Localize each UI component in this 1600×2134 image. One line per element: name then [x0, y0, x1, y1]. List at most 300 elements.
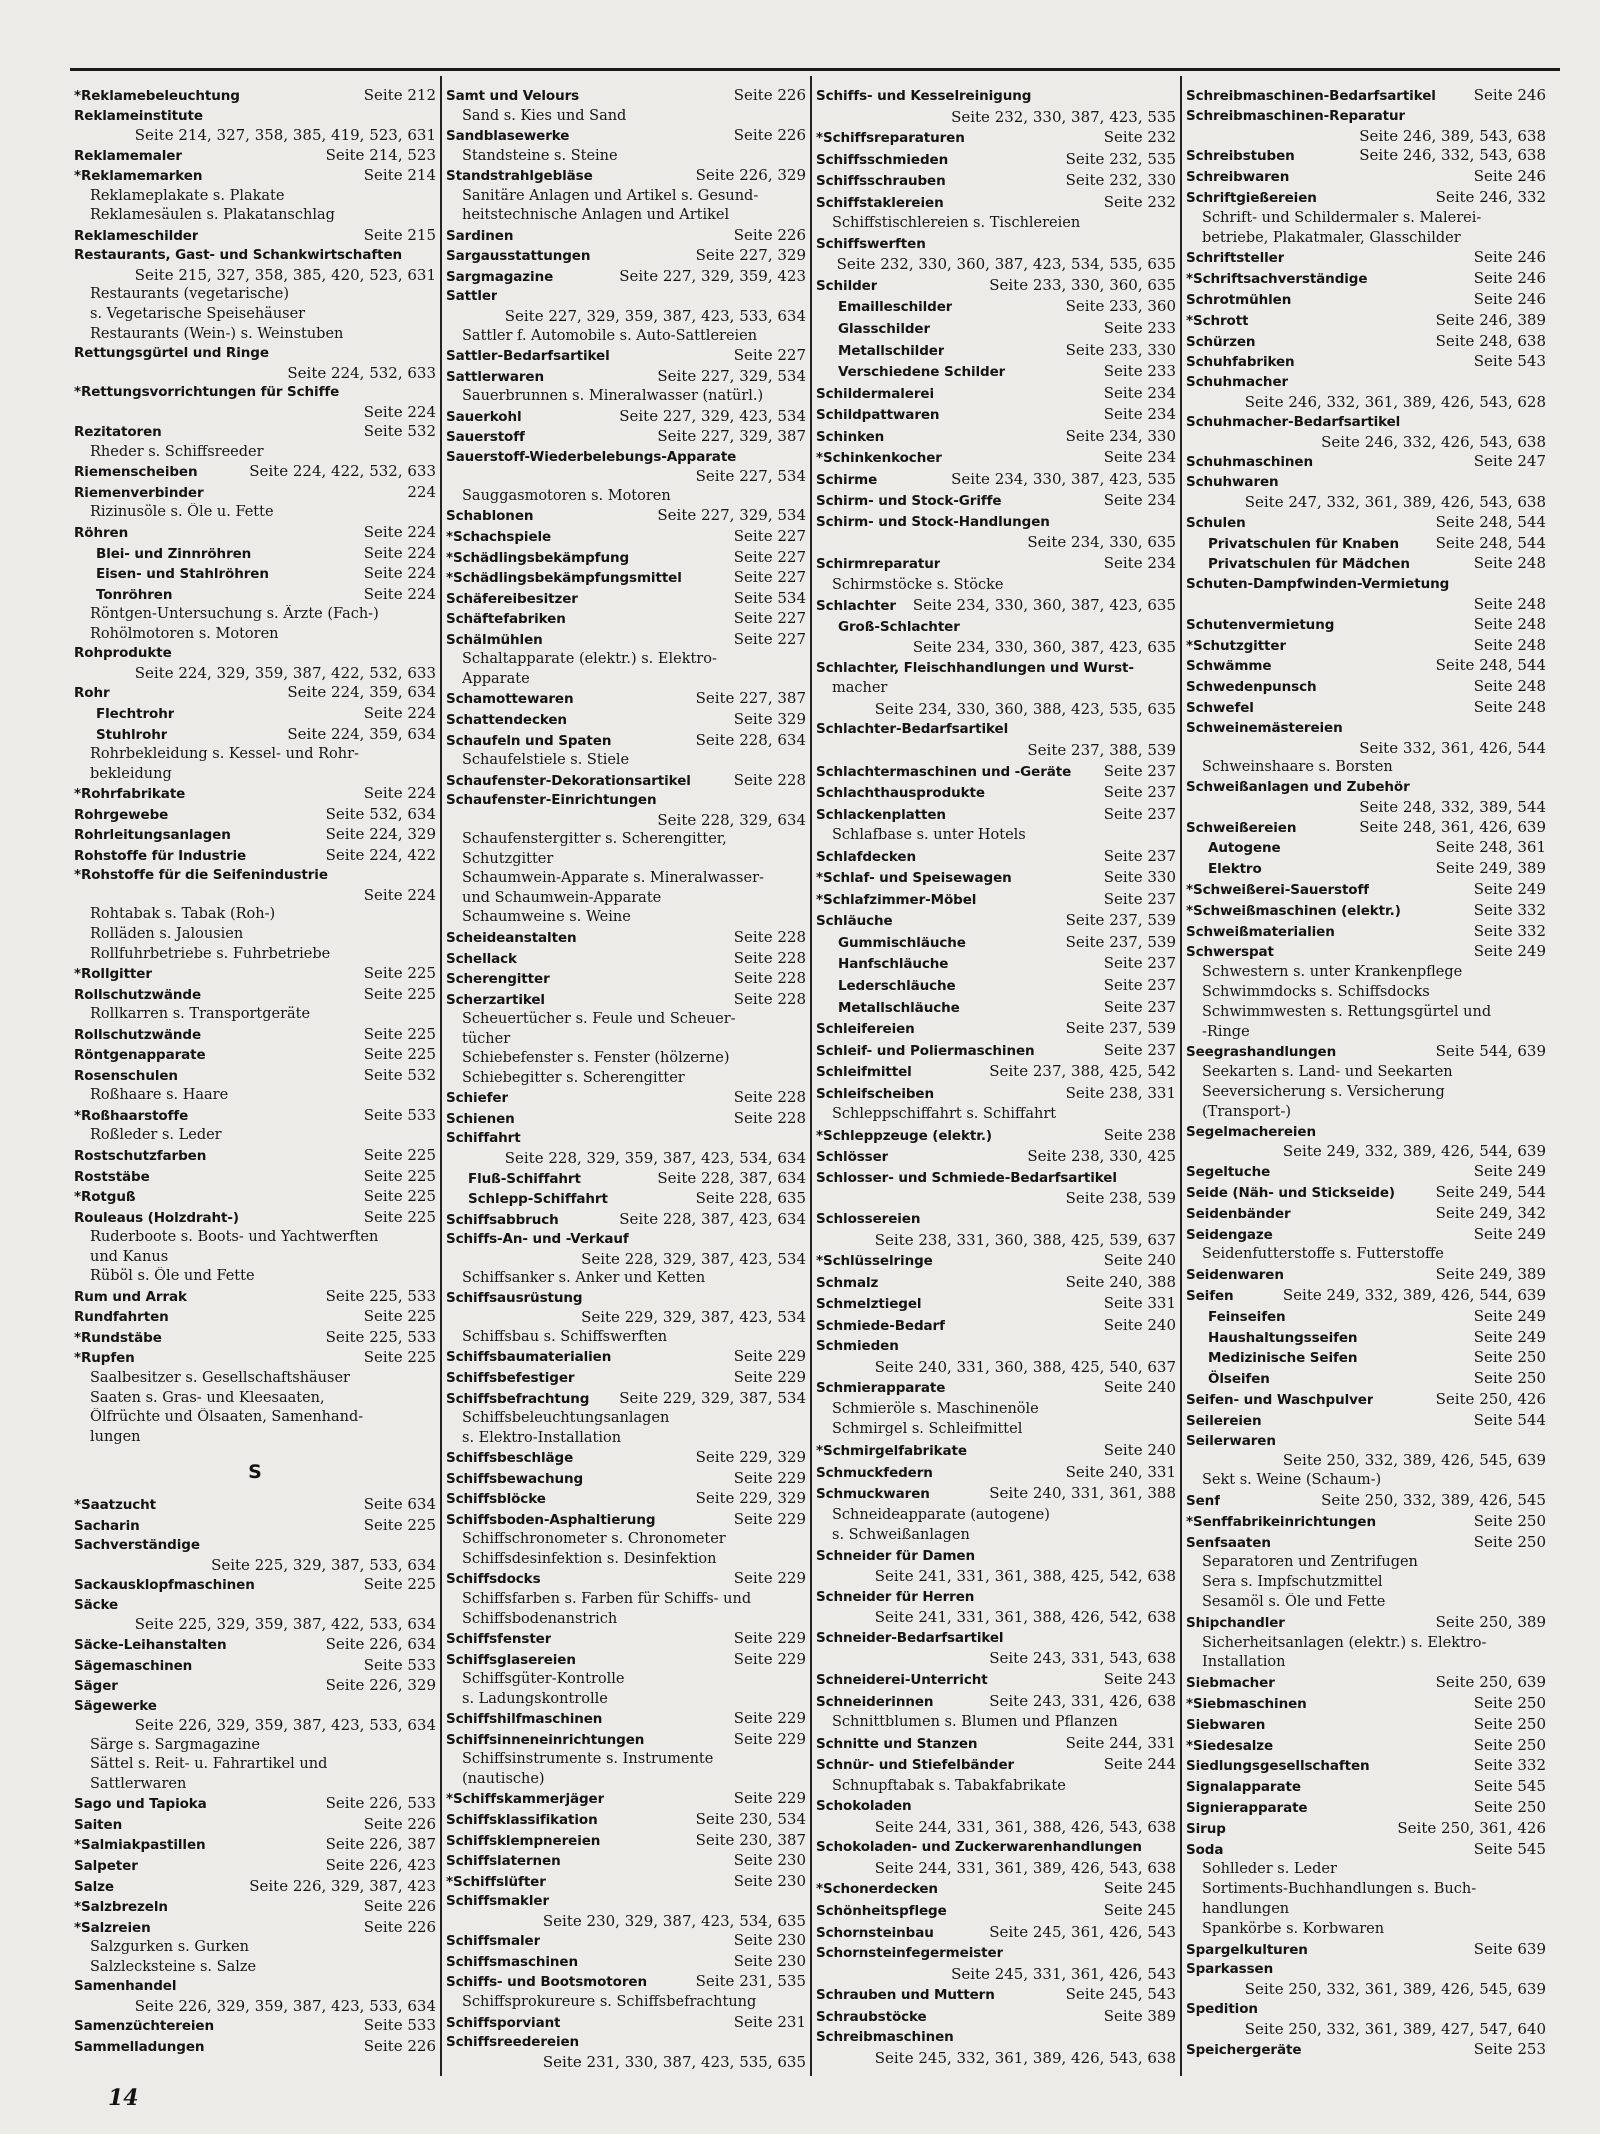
cross-reference: Sesamöl s. Öle und Fette [1202, 1593, 1386, 1610]
entry-pages: Seite 214 [363, 166, 436, 185]
entry-pages: Seite 228 [733, 1088, 806, 1107]
entry-pages: Seite 249, 332, 389, 426, 544, 639 [1282, 1286, 1546, 1305]
entry-title: *Schriftsachverständige [1186, 271, 1368, 288]
entry-title: Schönheitspflege [816, 1903, 947, 1920]
index-entry [446, 407, 806, 428]
entry-title: Sammelladungen [74, 2038, 205, 2055]
entry-pages: Seite 240, 331, 361, 388 [989, 1484, 1176, 1503]
entry-title: Schiffsblöcke [446, 1491, 546, 1508]
entry-title: Segeltuche [1186, 1164, 1271, 1181]
entry-title: Siebmacher [1186, 1675, 1275, 1692]
entry-pages-line: Seite 224 [363, 402, 436, 421]
entry-pages: Seite 244, 331 [1065, 1733, 1176, 1752]
entry-title: Sattler-Bedarfsartikel [446, 348, 610, 365]
entry-pages-line: Seite 248 [1473, 594, 1546, 613]
entry-pages: Seite 228 [733, 948, 806, 967]
entry-title: Sirup [1186, 1820, 1226, 1837]
index-column-3 [810, 76, 1180, 2076]
cross-reference: Rohtabak s. Tabak (Roh-) [90, 906, 276, 923]
index-entry [74, 1856, 436, 1877]
entry-pages: Seite 240 [1103, 1441, 1176, 1459]
index-entry [816, 1377, 1176, 1440]
entry-pages: Seite 227, 329, 423, 534 [619, 406, 806, 425]
entry-pages: Seite 224, 359, 634 [287, 724, 436, 743]
entry-title: Schirm- und Stock-Handlungen [816, 513, 1050, 530]
entry-pages: Seite 230 [733, 1871, 806, 1890]
entry-title: Schälmühlen [446, 631, 543, 648]
index-entry [446, 448, 806, 507]
entry-title: *Roßhaarstoffe [74, 1107, 189, 1124]
entry-pages: Seite 230, 387 [695, 1830, 806, 1849]
entry-title: *Schiffslüfter [446, 1873, 546, 1890]
entry-pages: Seite 240 [1103, 1315, 1176, 1334]
index-entry [446, 1510, 806, 1570]
entry-title: Schiffsinneneinrichtungen [446, 1731, 645, 1748]
index-entry [74, 1287, 436, 1308]
entry-title: Haushaltungsseifen [1208, 1329, 1358, 1346]
index-entry [446, 568, 806, 589]
entry-pages: Seite 212 [363, 86, 436, 104]
entry-title: *Salzbrezeln [74, 1899, 168, 1916]
entry-title: Schmuckwaren [816, 1486, 930, 1503]
section-letter: S [248, 1461, 262, 1484]
entry-pages: Seite 229 [733, 1709, 806, 1728]
entry-pages-line: Seite 215, 327, 358, 385, 420, 523, 631 [134, 265, 436, 284]
entry-pages: Seite 228 [733, 927, 806, 946]
entry-title: Schuhmacher-Bedarfsartikel [1186, 413, 1401, 430]
entry-pages: Seite 229 [733, 1649, 806, 1668]
entry-title: Schiffsschrauben [816, 173, 946, 190]
entry-pages: Seite 246 [1473, 86, 1546, 104]
entry-title: Schmieden [816, 1338, 899, 1355]
entry-title: Säger [74, 1678, 118, 1695]
entry-title: *Rettungsvorrichtungen für Schiffe [74, 384, 340, 401]
entry-title: Eisen- und Stahlröhren [96, 566, 269, 583]
index-entry [446, 1831, 806, 1852]
entry-pages: Seite 634 [363, 1495, 436, 1514]
index-entry [816, 1878, 1176, 1900]
entry-pages: Seite 234 [1103, 383, 1176, 402]
cross-reference: Rheder s. Schiffsreeder [90, 443, 264, 460]
entry-pages: Seite 250 [1473, 1511, 1546, 1530]
entry-pages: Seite 249 [1473, 1224, 1546, 1243]
entry-pages: Seite 237 [1103, 954, 1176, 973]
index-entry [446, 1629, 806, 1650]
entry-pages: Seite 234 [1103, 554, 1176, 573]
entry-pages: Seite 248 [1473, 635, 1546, 654]
cross-reference: lungen [90, 1428, 141, 1445]
cross-reference: s. Ladungskontrolle [462, 1690, 608, 1707]
entry-pages: Seite 246 [1473, 167, 1546, 186]
entry-pages: Seite 224, 422 [325, 845, 436, 864]
index-entry [74, 462, 436, 483]
cross-reference: Schiffsbau s. Schiffswerften [462, 1328, 668, 1345]
entry-title: Rosenschulen [74, 1067, 178, 1084]
entry-title: Rundfahrten [74, 1309, 169, 1326]
entry-title: Schriftsteller [1186, 250, 1285, 267]
index-entry [1186, 1491, 1546, 1512]
entry-pages: Seite 228, 634 [695, 730, 806, 749]
entry-pages: Seite 229, 329, 387, 534 [619, 1388, 806, 1407]
index-entry [74, 544, 436, 565]
entry-pages-line: Seite 249, 332, 389, 426, 544, 639 [1282, 1142, 1546, 1161]
entry-pages: Seite 250 [1473, 1797, 1546, 1816]
entry-title: Schlepp-Schiffahrt [468, 1191, 608, 1208]
entry-pages: Seite 246, 332, 543, 638 [1359, 146, 1546, 165]
index-entry [1186, 1307, 1546, 1328]
index-entry [446, 1088, 806, 1109]
entry-title: Standstrahlgebläse [446, 168, 593, 185]
cross-reference: handlungen [1202, 1900, 1290, 1917]
entry-title: Seilerwaren [1186, 1432, 1276, 1449]
index-entry [1186, 1777, 1546, 1798]
entry-pages: Seite 229 [733, 1569, 806, 1588]
entry-title: Röntgenapparate [74, 1047, 206, 1064]
entry-pages-line: Seite 227, 534 [695, 467, 806, 486]
index-column-4 [1180, 76, 1550, 2076]
entry-title: Schreibstuben [1186, 148, 1295, 165]
entry-pages: Seite 249, 389 [1435, 859, 1546, 878]
cross-reference: (nautische) [462, 1770, 545, 1787]
entry-title: *Schrott [1186, 312, 1249, 329]
entry-title: Schlachtermaschinen und -Geräte [816, 763, 1072, 780]
entry-title: Rohr [74, 685, 110, 702]
index-entry [816, 1691, 1176, 1733]
entry-title: Schnür- und Stiefelbänder [816, 1757, 1015, 1774]
index-entry [446, 166, 806, 226]
index-entry [1186, 698, 1546, 719]
entry-title: Ölseifen [1208, 1371, 1270, 1388]
index-entry [1186, 1756, 1546, 1777]
entry-title: *Saatzucht [74, 1497, 156, 1514]
entry-title: Schweißmaterialien [1186, 923, 1335, 940]
index-entry [816, 1040, 1176, 1062]
entry-title: Sauerstoff-Wiederbelebungs-Apparate [446, 448, 737, 465]
entry-pages-line: Seite 224, 329, 359, 387, 422, 532, 633 [134, 663, 436, 682]
entry-pages-line: Seite 238, 331, 360, 388, 425, 539, 637 [874, 1230, 1176, 1249]
entry-pages-line: Seite 227, 329, 359, 387, 423, 533, 634 [504, 307, 806, 326]
entry-title: Feinseifen [1208, 1308, 1286, 1325]
entry-title: Schlafdecken [816, 848, 916, 865]
top-rule [70, 68, 1560, 71]
entry-title: *Schlafzimmer-Möbel [816, 891, 977, 908]
index-entry [1186, 818, 1546, 839]
cross-reference: Schaufelstiele s. Stiele [462, 752, 630, 769]
entry-pages: Seite 332 [1473, 1756, 1546, 1775]
entry-pages: Seite 225 [363, 1045, 436, 1064]
entry-pages: Seite 232, 330 [1065, 171, 1176, 190]
entry-pages: Seite 532 [363, 1065, 436, 1084]
entry-title: Roststäbe [74, 1168, 150, 1185]
cross-reference: Schaumweine s. Weine [462, 909, 631, 926]
index-entry [1186, 575, 1546, 615]
index-entry [1186, 1183, 1546, 1204]
entry-pages: Seite 240 [1103, 1251, 1176, 1270]
entry-pages: Seite 227, 329, 359, 423 [619, 266, 806, 285]
entry-title: Schiffshilfmaschinen [446, 1711, 603, 1728]
index-entry [1186, 86, 1546, 107]
entry-pages-line: Seite 246, 332, 361, 389, 426, 543, 628 [1244, 392, 1546, 411]
entry-pages: Seite 237, 388, 425, 542 [989, 1062, 1176, 1081]
entry-pages-line: Seite 234, 330, 635 [1027, 533, 1176, 552]
entry-title: Medizinische Seifen [1208, 1350, 1358, 1367]
index-entry [446, 689, 806, 710]
entry-pages: Seite 226, 329, 387, 423 [249, 1876, 436, 1895]
entry-pages-line: Seite 224 [363, 885, 436, 904]
entry-title: Schreibmaschinen-Reparatur [1186, 107, 1406, 124]
entry-pages: Seite 545 [1473, 1839, 1546, 1858]
entry-title: Glasschilder [838, 321, 931, 338]
index-entry [816, 1546, 1176, 1587]
entry-pages: Seite 543 [1473, 352, 1546, 371]
index-entry [446, 969, 806, 990]
index-entry [816, 170, 1176, 192]
entry-pages: Seite 228, 387, 423, 634 [619, 1209, 806, 1228]
entry-pages: Seite 249, 389 [1435, 1265, 1546, 1284]
entry-title: Seegrashandlungen [1186, 1044, 1337, 1061]
entry-pages: Seite 249 [1473, 1306, 1546, 1325]
entry-pages-line: Seite 230, 329, 387, 423, 534, 635 [542, 1911, 806, 1930]
index-entry [816, 2006, 1176, 2028]
entry-title: Lederschläuche [838, 977, 956, 994]
entry-pages: Seite 245, 543 [1065, 1985, 1176, 2004]
index-entry [74, 704, 436, 725]
entry-pages: Seite 331 [1103, 1294, 1176, 1313]
entry-title: Schraubstöcke [816, 2008, 927, 2025]
entry-title: Seidenbänder [1186, 1205, 1291, 1222]
entry-title: *Reklamemarken [74, 168, 203, 185]
index-entry [816, 997, 1176, 1019]
cross-reference: Schleppschiffahrt s. Schiffahrt [832, 1106, 1057, 1123]
entry-title: Riemenverbinder [74, 484, 204, 501]
index-entry [1186, 452, 1546, 473]
entry-title: Seifen [1186, 1288, 1234, 1305]
entry-title: Schürzen [1186, 333, 1256, 350]
index-entry [74, 146, 436, 167]
cross-reference: Sattler f. Automobile s. Auto-Sattlereien [462, 327, 758, 344]
cross-reference: Schiffsdesinfektion s. Desinfektion [462, 1550, 717, 1567]
entry-title: Schlosser- und Schmiede-Bedarfsartikel [816, 1169, 1117, 1186]
entry-title: Scheideanstalten [446, 929, 577, 946]
entry-pages: Seite 248, 361 [1435, 838, 1546, 857]
entry-pages: Seite 240 [1103, 1378, 1176, 1397]
cross-reference: Reklamesäulen s. Plakatanschlag [90, 207, 335, 224]
entry-pages: Seite 237, 539 [1065, 932, 1176, 951]
entry-title: *Senffabrikeinrichtungen [1186, 1513, 1376, 1530]
index-entry [1186, 107, 1546, 147]
entry-title: Schornsteinfegermeister [816, 1945, 1004, 1962]
index-entry [816, 1462, 1176, 1484]
entry-pages: Seite 228, 635 [695, 1189, 806, 1208]
entry-pages: Seite 225 [363, 1166, 436, 1185]
entry-pages: Seite 249 [1473, 1327, 1546, 1346]
entry-title: Signierapparate [1186, 1799, 1308, 1816]
entry-title: Schaufenster-Dekorationsartikel [446, 772, 691, 789]
entry-pages-line: Seite 226, 329, 359, 387, 423, 533, 634 [134, 1716, 436, 1735]
entry-title: Spedition [1186, 2000, 1258, 2017]
entry-pages: Seite 237, 539 [1065, 1019, 1176, 1038]
cross-reference: Schwimmwesten s. Rettungsgürtel und [1202, 1003, 1492, 1020]
entry-pages: Seite 229 [733, 1789, 806, 1808]
index-entry [816, 1146, 1176, 1168]
index-entry [816, 296, 1176, 318]
index-entry [446, 1952, 806, 1973]
index-entry [1186, 248, 1546, 269]
entry-pages: Seite 228 [733, 1108, 806, 1127]
entry-title: Rettungsgürtel und Ringe [74, 345, 269, 362]
entry-title: Tonröhren [96, 586, 173, 603]
index-entry [446, 126, 806, 166]
entry-title: Senfsaaten [1186, 1534, 1271, 1551]
index-entry [816, 846, 1176, 868]
entry-pages-line: Seite 246, 332, 426, 543, 638 [1321, 432, 1546, 451]
cross-reference: Schutzgitter [462, 850, 554, 867]
entry-title: *Salmiakpastillen [74, 1837, 206, 1854]
entry-pages: Seite 227, 329, 534 [657, 366, 806, 385]
index-entry [74, 1045, 436, 1066]
index-entry [446, 791, 806, 928]
entry-title: Schulen [1186, 514, 1246, 531]
entry-pages: Seite 228, 387, 634 [657, 1168, 806, 1187]
cross-reference: Rolläden s. Jalousien [90, 925, 244, 942]
entry-pages-line: Seite 241, 331, 361, 388, 425, 542, 638 [874, 1567, 1176, 1586]
entry-title: Schablonen [446, 508, 534, 525]
index-entry [74, 866, 436, 964]
index-entry [816, 512, 1176, 553]
title-continuation: macher [832, 680, 888, 697]
index-entry [74, 422, 436, 462]
entry-title: *Schädlingsbekämpfung [446, 549, 630, 566]
entry-title: Schmalz [816, 1274, 879, 1291]
entry-title: Schweinemästereien [1186, 719, 1343, 736]
entry-pages: Seite 237 [1103, 783, 1176, 802]
index-entry [74, 1794, 436, 1815]
index-entry [816, 127, 1176, 149]
entry-title: *Siedesalze [1186, 1737, 1274, 1754]
entry-title: Schiffswerften [816, 235, 926, 252]
index-entry [1186, 1819, 1546, 1840]
index-entry [1186, 1328, 1546, 1349]
index-entry [816, 318, 1176, 340]
entry-title: Schneiderei-Unterricht [816, 1672, 988, 1689]
entry-pages: Seite 231 [733, 2012, 806, 2031]
index-entry [1186, 1798, 1546, 1819]
entry-pages: Seite 238 [1103, 1125, 1176, 1144]
entry-pages: Seite 233 [1103, 362, 1176, 381]
entry-title: Reklameschilder [74, 227, 199, 244]
index-entry [1186, 1432, 1546, 1491]
index-entry [1186, 1940, 1546, 1961]
entry-title: Schirme [816, 471, 878, 488]
entry-title: Schildermalerei [816, 385, 934, 402]
entry-pages-line: Seite 238, 539 [1065, 1189, 1176, 1208]
entry-title: Schwefel [1186, 699, 1254, 716]
index-entry [74, 2016, 436, 2037]
index-entry [1186, 1613, 1546, 1673]
cross-reference: Standsteine s. Steine [462, 147, 618, 164]
entry-title: Shipchandler [1186, 1614, 1285, 1631]
index-entry [446, 1389, 806, 1449]
entry-title: Schamottewaren [446, 691, 574, 708]
index-entry [1186, 332, 1546, 353]
entry-pages: Seite 230 [733, 1931, 806, 1950]
cross-reference: Sera s. Impfschutzmittel [1202, 1574, 1383, 1591]
entry-pages: Seite 233, 330 [1065, 340, 1176, 359]
entry-title: *Schweißerei-Sauerstoff [1186, 882, 1370, 899]
entry-pages: Seite 226 [363, 2036, 436, 2055]
index-entry [74, 1815, 436, 1836]
entry-pages-line: Seite 234, 330, 360, 387, 423, 635 [912, 638, 1176, 657]
cross-reference: Schiebefenster s. Fenster (hölzerne) [462, 1050, 730, 1067]
entry-title: Sägewerke [74, 1697, 157, 1714]
index-entry [446, 1972, 806, 2012]
entry-title: Blei- und Zinnröhren [96, 545, 252, 562]
entry-pages: Seite 229, 329 [695, 1448, 806, 1467]
cross-reference: s. Vegetarische Speisehäuser [90, 306, 306, 323]
index-entry [446, 1789, 806, 1810]
index-entry [1186, 373, 1546, 413]
entry-title: Rostschutzfarben [74, 1147, 207, 1164]
entry-pages: Seite 330 [1103, 868, 1176, 887]
entry-pages: Seite 544, 639 [1435, 1042, 1546, 1061]
entry-title: *Schädlingsbekämpfungsmittel [446, 570, 682, 587]
entry-pages: Seite 232 [1103, 128, 1176, 147]
index-entry [816, 658, 1176, 720]
entry-pages: Seite 332 [1473, 900, 1546, 919]
index-entry [816, 2027, 1176, 2068]
entry-pages: Seite 226 [733, 126, 806, 145]
entry-title: Schleifmittel [816, 1064, 912, 1081]
index-entry [446, 630, 806, 690]
index-entry [74, 784, 436, 805]
index-entry [74, 246, 436, 344]
entry-title: Riemenscheiben [74, 464, 198, 481]
index-entry [816, 1900, 1176, 1922]
index-entry [816, 867, 1176, 889]
index-entry [74, 107, 436, 146]
entry-pages: Seite 229, 329 [695, 1489, 806, 1508]
entry-pages-line: Seite 228, 329, 387, 423, 534 [581, 1249, 806, 1268]
index-entry [446, 1129, 806, 1168]
entry-title: Schiffsbeschläge [446, 1450, 574, 1467]
cross-reference: Schwimmdocks s. Schiffsdocks [1202, 984, 1430, 1001]
cross-reference: Schweinshaare s. Borsten [1202, 759, 1393, 776]
entry-pages: Seite 227, 387 [695, 689, 806, 708]
cross-reference: Seeversicherung s. Versicherung [1202, 1084, 1445, 1101]
index-entry [816, 340, 1176, 362]
index-entry [816, 1018, 1176, 1040]
entry-pages-line: Seite 246, 389, 543, 638 [1359, 126, 1546, 145]
cross-reference: Spankörbe s. Korbwaren [1202, 1920, 1385, 1937]
index-entry [446, 1469, 806, 1490]
index-entry [446, 1569, 806, 1629]
cross-reference: Ruderboote s. Boots- und Yachtwerften [90, 1229, 379, 1246]
cross-reference: Schnupftabak s. Tabakfabrikate [832, 1777, 1066, 1794]
index-entry [816, 1061, 1176, 1083]
index-entry [1186, 2000, 1546, 2040]
entry-title: Schiffstaklereien [816, 194, 944, 211]
index-entry [816, 234, 1176, 275]
entry-pages: Seite 228 [733, 969, 806, 988]
index-entry [446, 1931, 806, 1952]
entry-pages-line: Seite 250, 332, 389, 426, 545, 639 [1282, 1451, 1546, 1470]
entry-title: Fluß-Schiffahrt [468, 1170, 581, 1187]
entry-title: Schiffsglasereien [446, 1651, 576, 1668]
index-entry [446, 1347, 806, 1368]
entry-title: Sachverständige [74, 1537, 200, 1554]
entry-title: Samt und Velours [446, 88, 580, 104]
entry-title: Schreibmaschinen-Bedarfsartikel [1186, 88, 1436, 104]
